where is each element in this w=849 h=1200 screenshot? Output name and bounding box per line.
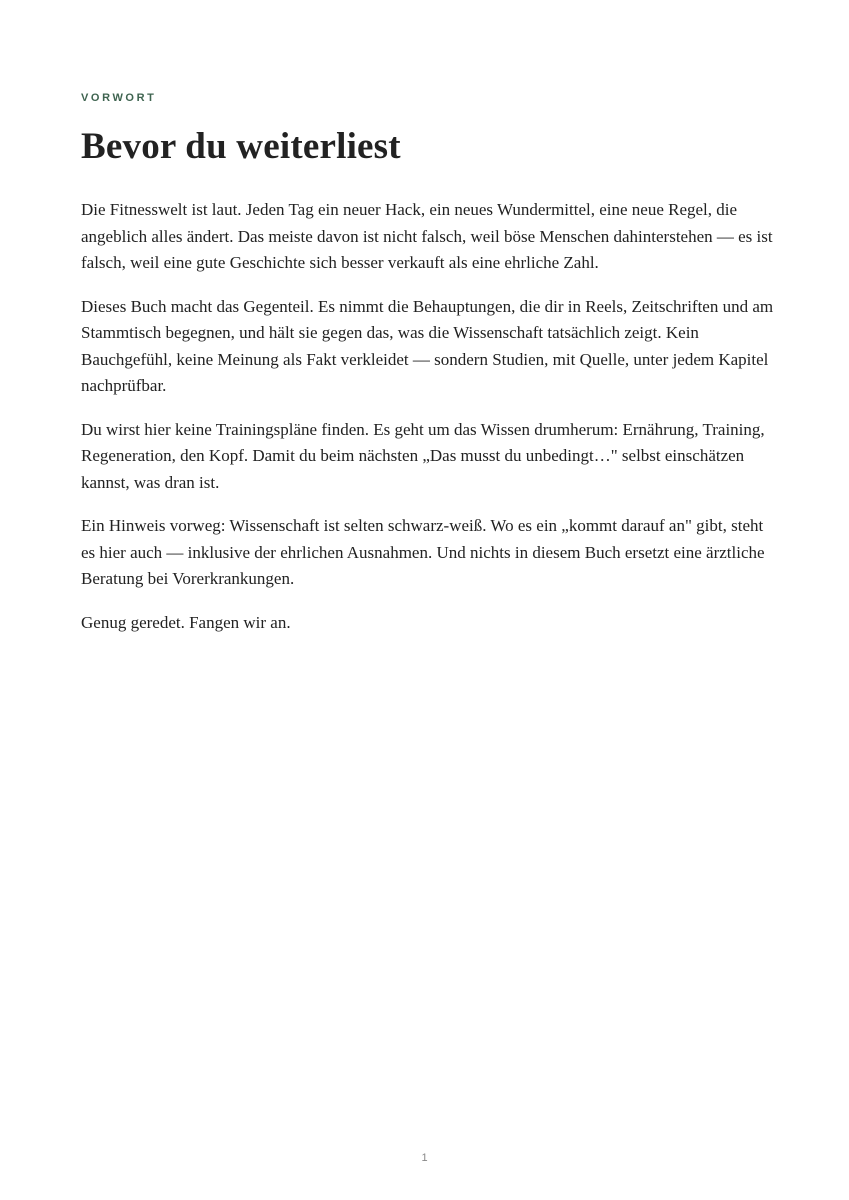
chapter-body <box>81 197 781 636</box>
chapter-eyebrow: VORWORT <box>81 92 157 104</box>
paragraph: Du wirst hier keine Trainingspläne finden. Es geht um das Wissen drumherum: Ernährung, Training, Regeneration, den Kopf. Damit du beim nächsten „Das musst du unbedingt…" selbst einschätzen kannst, was dran ist. <box>81 419 765 492</box>
paragraph: Die Fitnesswelt ist laut. Jeden Tag ein neuer Hack, ein neues Wundermittel, eine neue Regel, die angeblich alles ändert. Das meiste davon ist nicht falsch, weil böse Menschen dahinterstehen — es ist falsch, weil eine gute Geschichte sich besser verkauft als eine ehrliche Zahl. <box>81 200 773 272</box>
chapter-content <box>81 90 781 653</box>
paragraph: Ein Hinweis vorweg: Wissenschaft ist selten schwarz-weiß. Wo es ein „kommt darauf an" gibt, steht es hier auch — inklusive der ehrlichen Ausnahmen. Und nichts in diesem Buch ersetzt eine ärztliche Beratung bei Vorerkrankungen. <box>81 516 765 588</box>
paragraph: Genug geredet. Fangen wir an. <box>81 612 291 632</box>
paragraph: Dieses Buch macht das Gegenteil. Es nimmt die Behauptungen, die dir in Reels, Zeitschriften und am Stammtisch begegnen, und hält sie gegen das, was die Wissenschaft tatsächlich zeigt. Kein Bauchgefühl, keine Meinung als Fakt verkleidet — sondern Studien, mit Quelle, unter jedem Kapitel nachprüfbar. <box>81 296 774 395</box>
chapter-title: Bevor du weiterliest <box>81 126 401 167</box>
page-number: 1 <box>421 1152 428 1164</box>
